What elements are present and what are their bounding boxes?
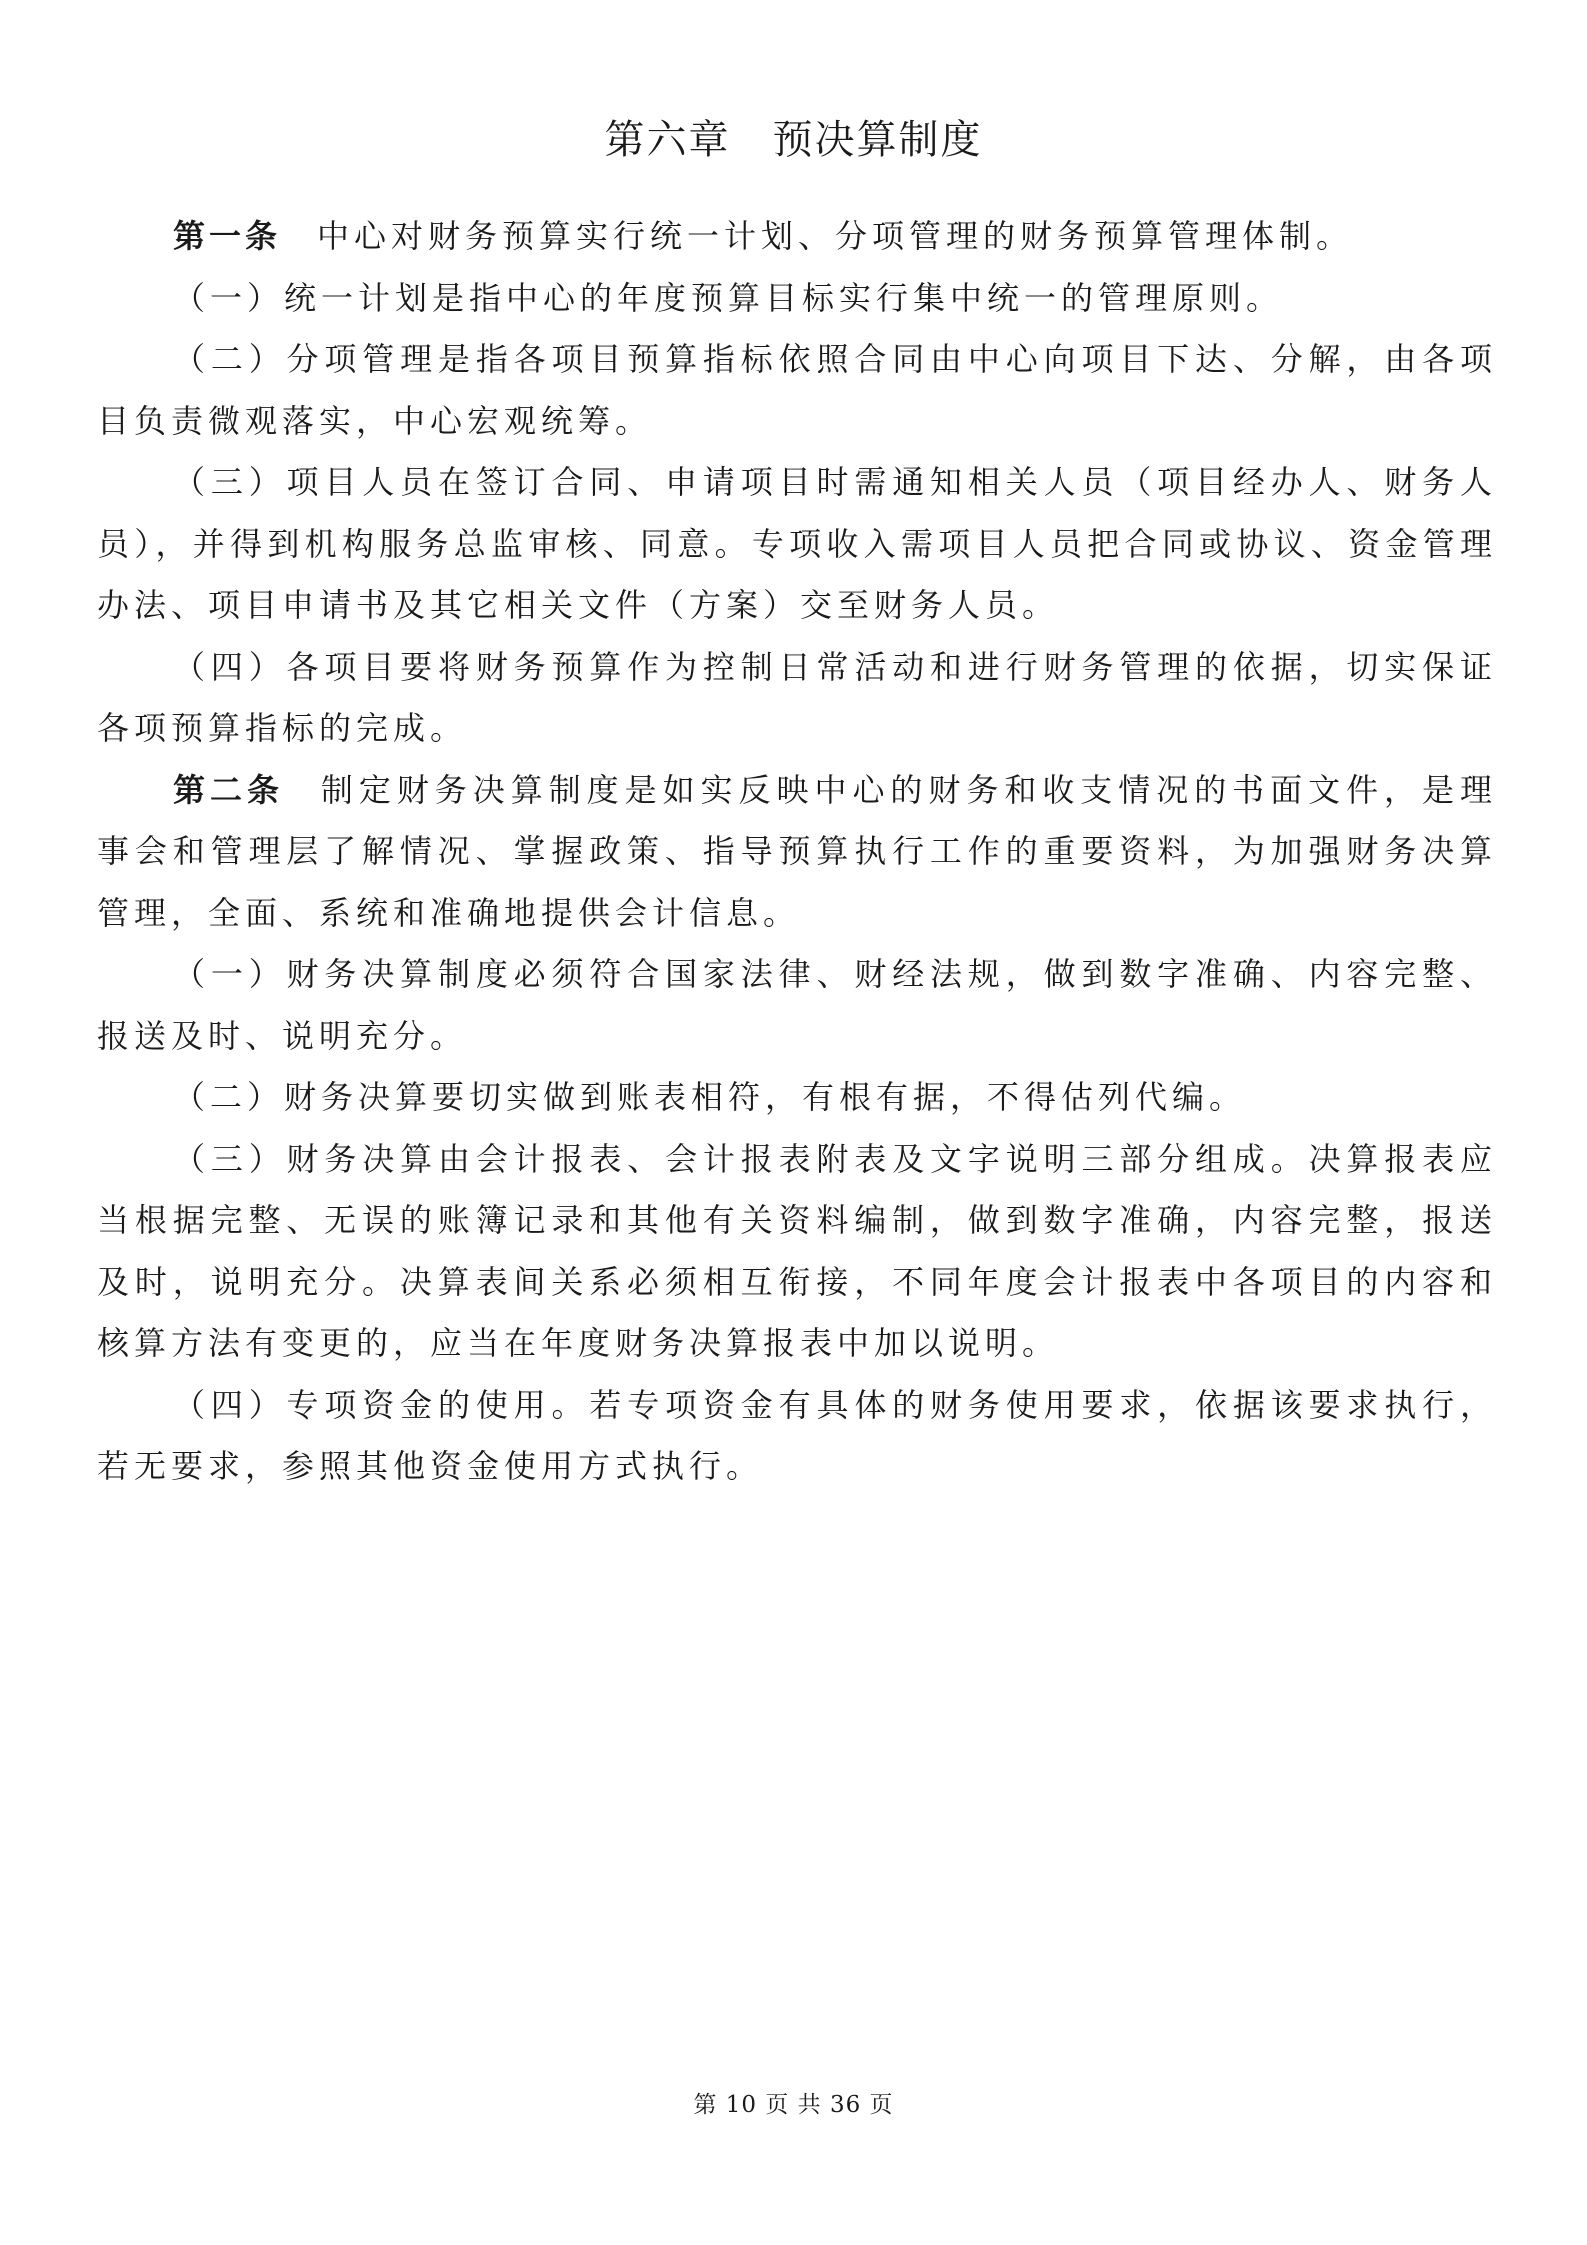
article-2-text: 制定财务决算制度是如实反映中心的财务和收支情况的书面文件，是理事会和管理层了解情况、掌握政策、指导预算执行工作的重要资料，为加强财务决算管理，全面、系统和准确地提供会计信息。 [97, 770, 1497, 932]
page-footer: 第 10 页 共 36 页 [693, 2092, 894, 2118]
article-1-paragraph [97, 206, 1497, 268]
article-1-item-3: （三）项目人员在签订合同、申请项目时需通知相关人员（项目经办人、财务人员），并得到机构服务总监审核、同意。专项收入需项目人员把合同或协议、资金管理办法、项目申请书及其它相关文件（方案）交至财务人员。 [97, 463, 1497, 624]
article-2-label: 第二条 [173, 770, 284, 809]
article-2-paragraph [97, 760, 1497, 945]
article-1-item-1: （一）统一计划是指中心的年度预算目标实行集中统一的管理原则。 [173, 278, 1284, 317]
chapter-title: 第六章 预决算制度 [604, 117, 983, 163]
article-2-item-3: （三）财务决算由会计报表、会计报表附表及文字说明三部分组成。决算报表应当根据完整、无误的账簿记录和其他有关资料编制，做到数字准确，内容完整，报送及时，说明充分。决算表间关系必须相互衔接，不同年度会计报表中各项目的内容和核算方法有变更的，应当在年度财务决算报表中加以说明。 [97, 1139, 1497, 1362]
document-body [97, 206, 1497, 1498]
article-1-label: 第一条 [173, 217, 282, 255]
article-2-item-4: （四）专项资金的使用。若专项资金有具体的财务使用要求，依据该要求执行，若无要求，参照其他资金使用方式执行。 [97, 1385, 1497, 1485]
article-2-item-2: （二）财务决算要切实做到账表相符，有根有据，不得估列代编。 [173, 1078, 1247, 1116]
article-2-item-1: （一）财务决算制度必须符合国家法律、财经法规，做到数字准确、内容完整、报送及时、说明充分。 [97, 955, 1497, 1055]
article-1-text: 中心对财务预算实行统一计划、分项管理的财务预算管理体制。 [317, 217, 1354, 255]
article-1-item-2: （二）分项管理是指各项目预算指标依照合同由中心向项目下达、分解，由各项目负责微观落实，中心宏观统筹。 [97, 340, 1497, 440]
article-1-item-4: （四）各项目要将财务预算作为控制日常活动和进行财务管理的依据，切实保证各项预算指标的完成。 [97, 647, 1497, 747]
